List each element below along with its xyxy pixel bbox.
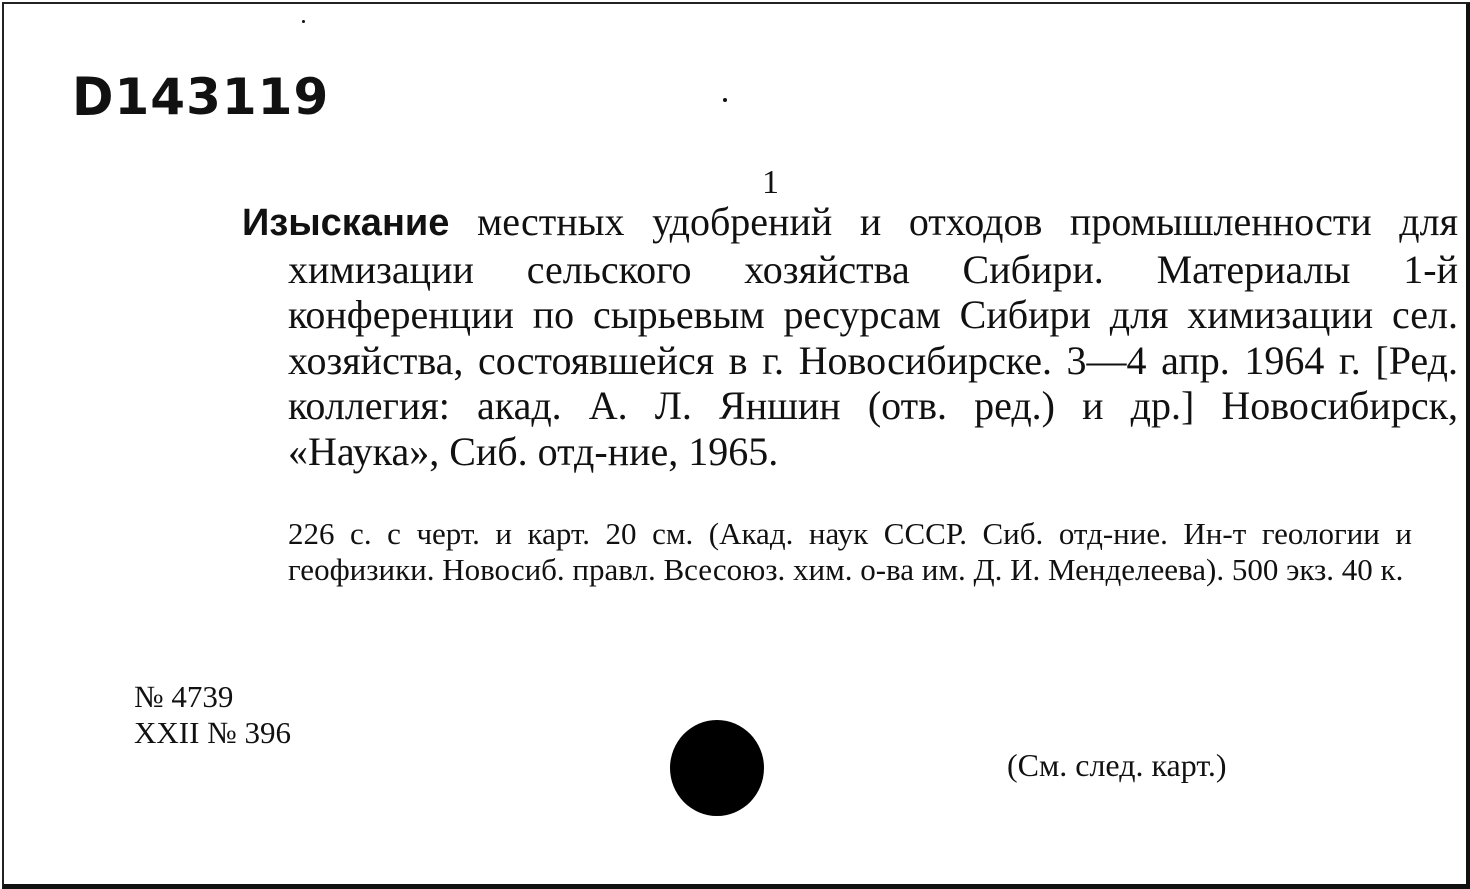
card-number: 1 bbox=[762, 164, 779, 201]
catalog-id bbox=[72, 66, 330, 128]
entry-heading-word: Изыскание bbox=[242, 202, 450, 244]
catalog-id-prefix: D bbox=[72, 66, 115, 128]
catalog-card bbox=[2, 2, 1470, 889]
accession-number: № 4739 bbox=[134, 679, 234, 714]
catalog-id-number: 143119 bbox=[114, 68, 330, 126]
collation-note: 226 с. с черт. и карт. 20 см. (Акад. наук СССР. Сиб. отд-ние. Ин-т геологии и геофизики. Новосиб. правл. Всесоюз. хим. о-ва им. Д. И. Менделеева). 500 экз. 40 к. bbox=[288, 516, 1412, 587]
ink-dot bbox=[723, 98, 727, 102]
card-hole-punch bbox=[670, 720, 764, 816]
continued-note: (См. след. карт.) bbox=[1007, 747, 1227, 783]
bibliographic-entry bbox=[242, 199, 1458, 474]
ink-dot bbox=[302, 20, 305, 23]
entry-title-text: местных удобрений и отходов промышленности для химизации сельского хозяйства Сибири. Материалы 1-й конференции по сырьевым ресурсам Сибири для химизации сел. хозяйства, состоявшейся в г. Новосибирске. 3—4 апр. 1964 г. [Ред. коллегия: акад. А. Л. Яншин (отв. ред.) и др.] Новосибирск, «Наука», Сиб. отд-ние, 1965. bbox=[288, 199, 1458, 474]
series-number: XXII № 396 bbox=[134, 715, 291, 750]
accession-notes bbox=[134, 679, 291, 751]
